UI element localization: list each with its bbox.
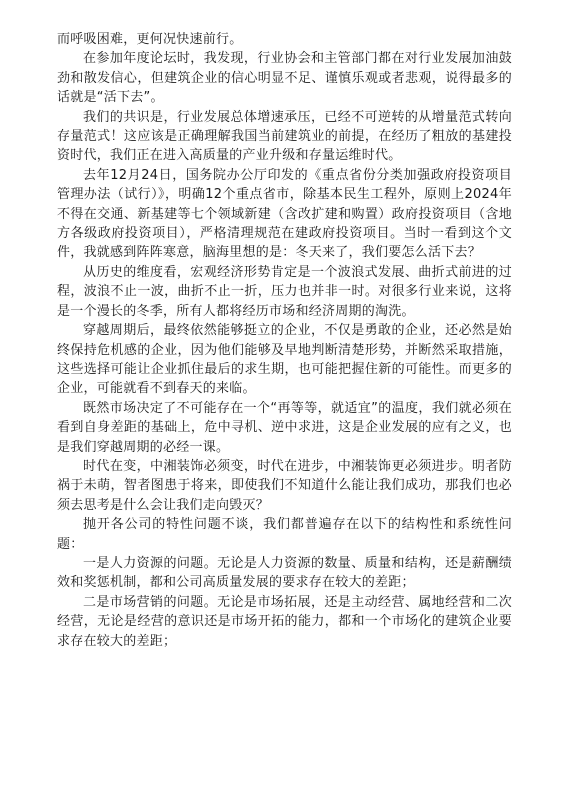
paragraph-marketing-problem: 二是市场营销的问题。无论是市场拓展，还是主动经营、属地经营和二次经营，无论是经营的意识还是市场开拓的能力，都和一个市场化的建筑企业要求存在较大的差距； [57, 594, 512, 649]
paragraph-change: 时代在变，中湘装饰必须变，时代在进步，中湘装饰更必须进步。明者防祸于未萌，智者图患于将来，即使我们不知道什么能让我们成功，那我们也必须去思考是什么会让我们走向毁灭？ [57, 458, 512, 513]
paragraph-market: 既然市场决定了不可能存在一个“再等等，就适宜”的温度，我们就必须在看到自身差距的基础上，危中寻机、逆中求进，这是企业发展的应有之义，也是我们穿越周期的必经一课。 [57, 400, 512, 455]
paragraph-forum: 在参加年度论坛时，我发现，行业协会和主管部门都在对行业发展加油鼓劲和散发信心，但建筑企业的信心明显不足、谨慎乐观或者悲观，说得最多的话就是“活下去”。 [57, 51, 512, 106]
paragraph-continuation: 而呼吸困难，更何况快速前行。 [57, 32, 243, 47]
paragraph-cycle: 穿越周期后，最终依然能够挺立的企业，不仅是勇敢的企业，还必然是始终保持危机感的企业，因为他们能够及早地判断清楚形势，并断然采取措施，这些选择可能让企业抓住最后的求生期，也可能把握住新的可能性。而更多的企业，可能就看不到春天的来临。 [57, 323, 512, 397]
paragraph-consensus: 我们的共识是，行业发展总体增速承压，已经不可逆转的从增量范式转向存量范式！这应该是正确理解我国当前建筑业的前提，在经历了粗放的基建投资时代，我们正在进入高质量的产业升级和存量运维时代。 [57, 109, 512, 164]
paragraph-history: 从历史的维度看，宏观经济形势肯定是一个波浪式发展、曲折式前进的过程，波浪不止一波，曲折不止一折，压力也并非一时。对很多行业来说，这将是一个漫长的冬季，所有人都将经历市场和经济周期的淘洗。 [57, 264, 512, 319]
paragraph-hr-problem: 一是人力资源的问题。无论是人力资源的数量、质量和结构，还是薪酬绩效和奖惩机制，都和公司高质量发展的要求存在较大的差距； [57, 555, 512, 591]
paragraph-policy: 去年12月24日，国务院办公厅印发的《重点省份分类加强政府投资项目管理办法（试行）》，明确12个重点省市，除基本民生工程外，原则上2024年不得在交通、新基建等七个领域新建（含改扩建和购置）政府投资项目（含地方各级政府投资项目），严格清理规范在建政府投资项目。当时一看到这个文件，我就感到阵阵寒意，脑海里想的是：冬天来了，我们要怎么活下去？ [57, 167, 512, 261]
paragraph-problems-intro: 抛开各公司的特性问题不谈，我们都普遍存在以下的结构性和系统性问题： [57, 517, 512, 552]
